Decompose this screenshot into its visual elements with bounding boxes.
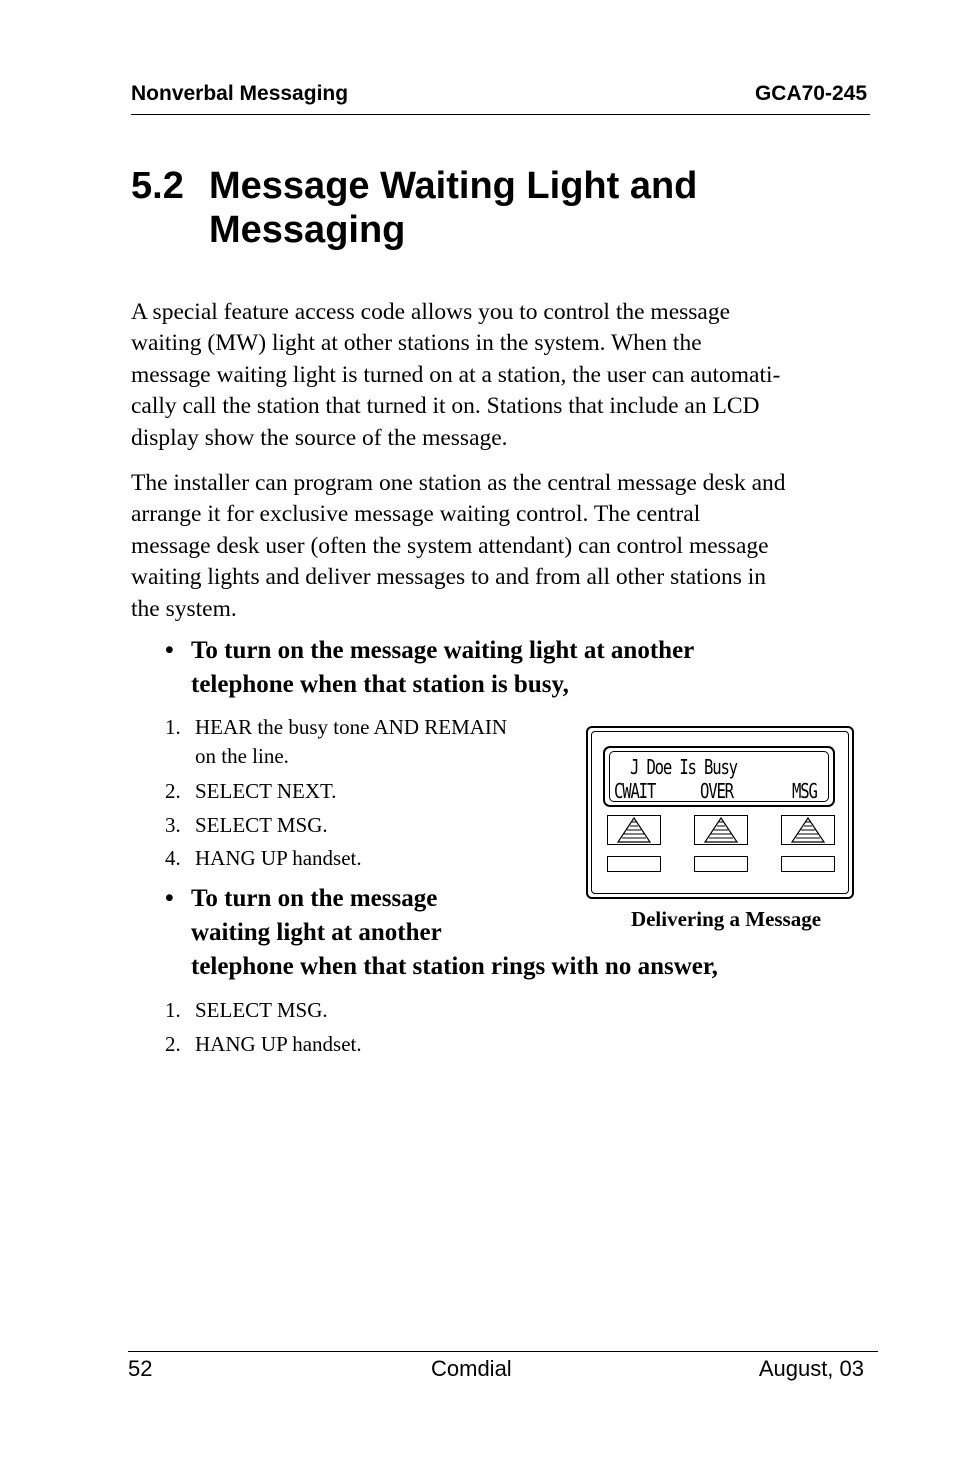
step-item: [165, 713, 507, 771]
softkey-slot: [781, 856, 835, 872]
step-text: SELECT NEXT.: [195, 779, 337, 803]
softkey-button-cwait[interactable]: [607, 815, 661, 845]
text-line: message desk user (often the system attendant) can control message: [131, 532, 769, 559]
running-header-section: Nonverbal Messaging: [131, 82, 349, 105]
step-text: SELECT MSG.: [195, 812, 328, 837]
figure-caption: Delivering a Message: [630, 907, 822, 931]
procedure-heading-line: To turn on the message: [191, 885, 438, 912]
step-text: HANG UP handset.: [195, 846, 362, 870]
softkey-slot: [694, 856, 748, 872]
text-line: the system.: [131, 595, 237, 622]
section-title: [131, 164, 697, 252]
section-title-line2: Messaging: [209, 209, 406, 251]
header-rule: [131, 114, 870, 115]
step-number: 4.: [165, 846, 181, 870]
lcd-softkey-label-cwait: CWAIT: [614, 779, 656, 803]
text-line: The installer can program one station as the central message desk and: [131, 470, 786, 496]
text-line: arrange it for exclusive message waiting control. The central: [131, 501, 701, 528]
page-number: 52: [128, 1356, 153, 1381]
intro-paragraph: [131, 297, 871, 454]
softkey-triangle-icon: [695, 816, 747, 844]
running-header-doc-id: GCA70-245: [754, 82, 867, 105]
step-item: [165, 994, 362, 1028]
section-number: 5.2: [131, 165, 184, 207]
text-line: waiting (MW) light at other stations in the system. When the: [131, 330, 702, 357]
step-number: 3.: [165, 812, 181, 837]
footer-date: August, 03: [758, 1356, 864, 1381]
lcd-line-1: J Doe Is Busy: [630, 755, 737, 779]
message-desk-paragraph: [131, 468, 871, 625]
footer-rule: [128, 1351, 878, 1352]
text-line: A special feature access code allows you to control the message: [131, 299, 731, 325]
procedure-steps-busy: [165, 713, 507, 771]
text-line: display show the source of the message.: [131, 424, 508, 451]
lcd-softkey-label-msg: MSG: [792, 779, 817, 803]
step-number: 1.: [165, 715, 181, 739]
step-text: HEAR the busy tone AND REMAIN: [195, 715, 508, 739]
procedure-heading-line: To turn on the message waiting light at another: [191, 637, 695, 664]
lcd-softkey-label-over: OVER: [700, 779, 733, 803]
softkey-triangle-icon: [782, 816, 834, 844]
procedure-steps-busy-cont: [165, 775, 362, 876]
procedure-heading-line: telephone when that station rings with no answer,: [191, 953, 718, 980]
step-text: on the line.: [195, 744, 289, 768]
procedure-heading-busy: [165, 634, 694, 702]
softkey-button-over[interactable]: [694, 815, 748, 845]
step-number: 2.: [165, 1031, 181, 1056]
bullet-marker: •: [165, 637, 174, 664]
softkey-triangle-icon: [608, 816, 660, 844]
step-item: [165, 775, 362, 809]
step-text: SELECT MSG.: [195, 998, 328, 1022]
procedure-heading-line: telephone when that station is busy,: [191, 671, 569, 698]
footer-company: Comdial: [431, 1356, 512, 1381]
step-item: [165, 842, 362, 876]
text-line: message waiting light is turned on at a station, the user can automati-: [131, 361, 781, 388]
softkey-slot: [607, 856, 661, 872]
step-number: 2.: [165, 779, 181, 803]
text-line: cally call the station that turned it on. Stations that include an LCD: [131, 393, 760, 420]
procedure-heading-line: waiting light at another: [191, 919, 442, 946]
text-line: waiting lights and deliver messages to and from all other stations in: [131, 564, 767, 591]
bullet-marker: •: [165, 885, 174, 912]
step-number: 1.: [165, 998, 181, 1022]
softkey-button-msg[interactable]: [781, 815, 835, 845]
section-title-line1: Message Waiting Light and: [209, 165, 698, 207]
step-text: HANG UP handset.: [195, 1031, 362, 1056]
step-item: [165, 1028, 362, 1062]
step-item: [165, 809, 362, 843]
procedure-heading-no-answer: [165, 882, 718, 984]
procedure-steps-no-answer: [165, 994, 362, 1061]
